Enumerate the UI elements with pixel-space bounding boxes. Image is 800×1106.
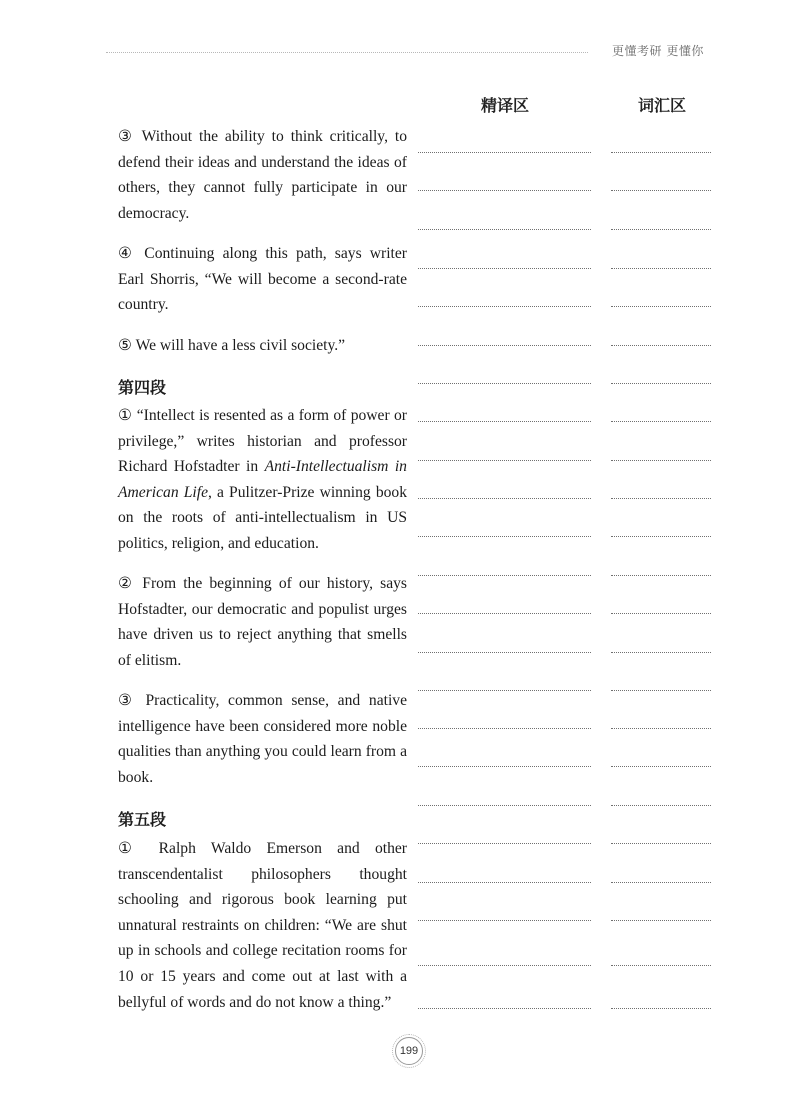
vocabulary-writing-line bbox=[611, 229, 711, 230]
vocabulary-writing-line bbox=[611, 613, 711, 614]
paragraph-3-sentence-4 bbox=[118, 241, 407, 318]
translation-writing-line bbox=[418, 652, 591, 653]
vocabulary-writing-line bbox=[611, 152, 711, 153]
sentence-text: ③ Without the ability to think critically, to defend their ideas and understand the ideas of others, they cannot fully participate in our democracy. bbox=[118, 128, 407, 222]
sentence-text-part: , a Pulitzer-Prize winning book on the roots of anti-intellectualism in US politics, religion, and education. bbox=[118, 483, 407, 552]
paragraph-4-sentence-3 bbox=[118, 688, 407, 790]
vocabulary-writing-line bbox=[611, 306, 711, 307]
vocabulary-column-heading: 词汇区 bbox=[638, 96, 687, 115]
section-heading-5 bbox=[118, 807, 407, 830]
vocabulary-writing-line bbox=[611, 575, 711, 576]
section-title: 第五段 bbox=[118, 810, 167, 829]
section-heading-4 bbox=[118, 375, 407, 398]
translation-writing-line bbox=[418, 306, 591, 307]
translation-writing-line bbox=[418, 766, 591, 767]
vocabulary-writing-line bbox=[611, 728, 711, 729]
sentence-text: ② From the beginning of our history, says Hofstadter, our democratic and populist urges have driven us to reject anything that smells of elitism. bbox=[118, 575, 407, 669]
translation-writing-line bbox=[418, 345, 591, 346]
vocabulary-writing-line bbox=[611, 345, 711, 346]
vocabulary-writing-line bbox=[611, 882, 711, 883]
translation-writing-line bbox=[418, 421, 591, 422]
vocabulary-writing-line bbox=[611, 690, 711, 691]
vocabulary-writing-line bbox=[611, 383, 711, 384]
sentence-text: ① Ralph Waldo Emerson and other transcendentalist philosophers thought schooling and rigorous book learning put unnatural restraints on children: “We are shut up in schools and college recitation rooms for 10 or 15 years and come out at last with a bellyful of words and do not know a thing.” bbox=[118, 840, 407, 1011]
vocabulary-writing-line bbox=[611, 498, 711, 499]
vocabulary-writing-line bbox=[611, 843, 711, 844]
translation-column-heading: 精译区 bbox=[481, 96, 530, 115]
translation-writing-line bbox=[418, 1008, 591, 1009]
vocabulary-writing-line bbox=[611, 190, 711, 191]
translation-writing-line bbox=[418, 536, 591, 537]
sentence-text: ③ Practicality, common sense, and native intelligence have been considered more noble qualities than anything you could learn from a book. bbox=[118, 692, 407, 786]
translation-writing-line bbox=[418, 882, 591, 883]
translation-writing-line bbox=[418, 575, 591, 576]
paragraph-4-sentence-2 bbox=[118, 571, 407, 673]
translation-writing-line bbox=[418, 229, 591, 230]
translation-writing-line bbox=[418, 843, 591, 844]
translation-writing-line bbox=[418, 498, 591, 499]
sentence-text-part: ① “Intellect is resented as a form of power or privilege,” writes historian and professor Richard Hofstadter in bbox=[118, 407, 407, 476]
translation-writing-line bbox=[418, 965, 591, 966]
vocabulary-writing-line bbox=[611, 536, 711, 537]
vocabulary-writing-line bbox=[611, 920, 711, 921]
vocabulary-writing-line bbox=[611, 421, 711, 422]
page-number: 199 bbox=[395, 1037, 423, 1065]
translation-writing-line bbox=[418, 613, 591, 614]
paragraph-3-sentence-3 bbox=[118, 124, 407, 226]
vocabulary-writing-line bbox=[611, 652, 711, 653]
sentence-text: ④ Continuing along this path, says writer Earl Shorris, “We will become a second-rate country. bbox=[118, 245, 407, 314]
translation-writing-line bbox=[418, 152, 591, 153]
translation-writing-line bbox=[418, 690, 591, 691]
translation-writing-line bbox=[418, 728, 591, 729]
paragraph-5-sentence-1 bbox=[118, 836, 407, 1015]
translation-writing-line bbox=[418, 268, 591, 269]
translation-writing-line bbox=[418, 805, 591, 806]
translation-writing-line bbox=[418, 460, 591, 461]
paragraph-4-sentence-1 bbox=[118, 403, 407, 557]
translation-writing-line bbox=[418, 190, 591, 191]
header-rule bbox=[106, 52, 588, 53]
vocabulary-writing-line bbox=[611, 460, 711, 461]
paragraph-3-sentence-5 bbox=[118, 333, 407, 359]
header-slogan: 更懂考研 更懂你 bbox=[612, 44, 704, 58]
translation-writing-line bbox=[418, 383, 591, 384]
translation-writing-line bbox=[418, 920, 591, 921]
vocabulary-writing-line bbox=[611, 805, 711, 806]
sentence-text bbox=[118, 403, 407, 557]
sentence-text: ⑤ We will have a less civil society.” bbox=[118, 337, 346, 354]
vocabulary-writing-line bbox=[611, 1008, 711, 1009]
vocabulary-writing-line bbox=[611, 766, 711, 767]
book-title: Anti-Intellectualism in American Life bbox=[118, 458, 407, 501]
vocabulary-writing-line bbox=[611, 268, 711, 269]
section-title: 第四段 bbox=[118, 378, 167, 397]
vocabulary-writing-line bbox=[611, 965, 711, 966]
